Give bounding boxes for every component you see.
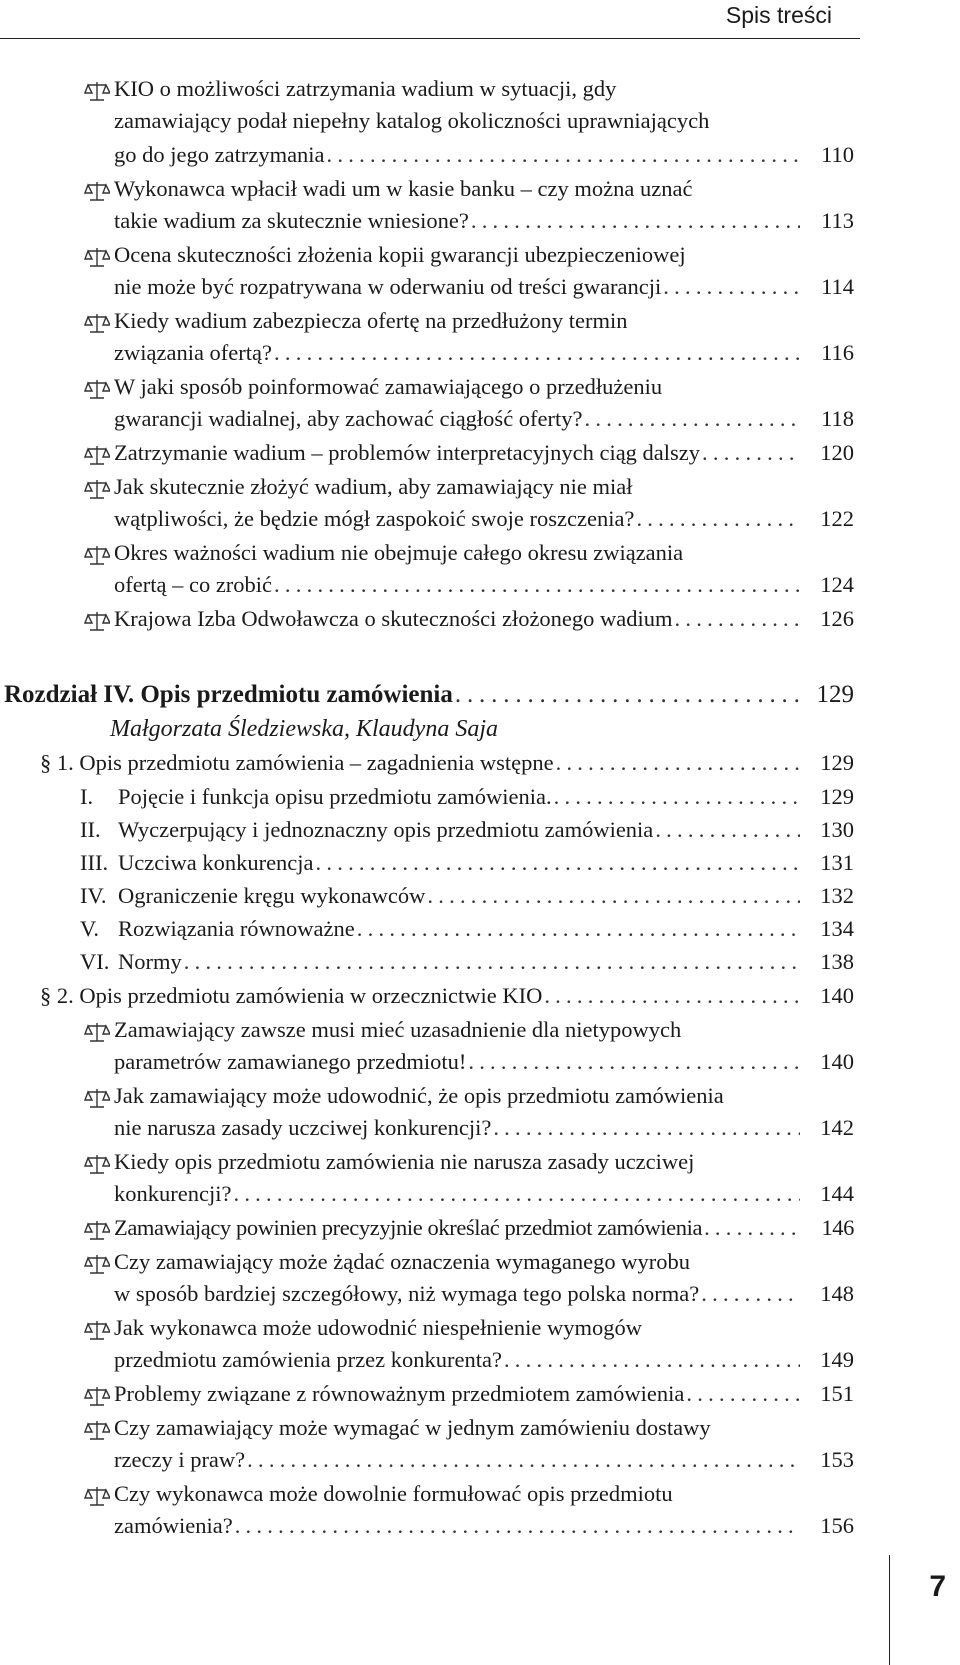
dot-leader <box>357 912 800 946</box>
page-ref: 140 <box>820 983 854 1008</box>
page-ref: 132 <box>820 883 854 908</box>
toc-entry[interactable]: ofertą – co zrobić . . . 124 <box>114 568 854 602</box>
dot-leader <box>701 1277 800 1311</box>
page-ref: 129 <box>820 750 854 775</box>
subsection-entry[interactable]: II. Wyczerpujący i jednoznaczny opis przedmiotu zamówienia . . . 130 <box>80 813 854 847</box>
toc-entry-line: Okres ważności wadium nie obejmuje całego okresu związania <box>114 540 684 565</box>
scales-of-justice-icon <box>84 478 110 500</box>
scales-of-justice-icon <box>84 544 110 566</box>
toc-entry[interactable]: związania ofertą? . . . 116 <box>114 336 854 370</box>
page-ref: 130 <box>820 817 854 842</box>
page-ref: 122 <box>820 506 854 531</box>
page-number: 7 <box>929 1570 946 1603</box>
page-ref: 140 <box>820 1049 854 1074</box>
toc-entry-line: W jaki sposób poinformować zamawiającego o przedłużeniu <box>114 374 663 399</box>
section-heading[interactable]: § 1. Opis przedmiotu zamówienia – zagadnienia wstępne . . . 129 <box>40 746 854 780</box>
toc-entry[interactable]: Zatrzymanie wadium – problemów interpretacyjnych ciąg dalszy . . . 120 <box>114 436 854 470</box>
dot-leader <box>493 1111 800 1145</box>
toc-entry[interactable]: rzeczy i praw? . . . 153 <box>114 1443 854 1477</box>
toc-entry-line: Jak skutecznie złożyć wadium, aby zamawiający nie miał <box>114 474 633 499</box>
page-ref: 126 <box>820 606 854 631</box>
dot-leader <box>184 945 800 979</box>
dot-leader <box>455 678 800 712</box>
scales-of-justice-icon <box>84 1419 110 1441</box>
page-ref: 116 <box>821 340 854 365</box>
scales-of-justice-icon <box>84 1485 110 1507</box>
dot-leader <box>655 813 800 847</box>
scales-of-justice-icon <box>84 1087 110 1109</box>
page-ref: 124 <box>820 572 854 597</box>
subsection-entry[interactable]: I. Pojęcie i funkcja opisu przedmiotu zamówienia. . . . 129 <box>80 780 854 814</box>
toc-entry[interactable]: nie może być rozpatrywana w oderwaniu od treści gwarancji . . . 114 <box>114 270 854 304</box>
dot-leader <box>544 979 800 1013</box>
dot-leader <box>702 436 800 470</box>
dot-leader <box>471 204 800 238</box>
toc-entry[interactable]: takie wadium za skutecznie wniesione? . . . 113 <box>114 204 854 238</box>
dot-leader <box>468 1045 800 1079</box>
section-heading[interactable]: § 2. Opis przedmiotu zamówienia w orzecznictwie KIO . . . 140 <box>40 979 854 1013</box>
page-ref: 144 <box>820 1181 854 1206</box>
page-ref: 153 <box>820 1447 854 1472</box>
toc-entry[interactable]: konkurencji? . . . 144 <box>114 1177 854 1211</box>
toc-entry[interactable]: zamówienia? . . . 156 <box>114 1509 854 1543</box>
subsection-entry[interactable]: V. Rozwiązania równoważne . . . 134 <box>80 912 854 946</box>
dot-leader <box>327 138 800 172</box>
dot-leader <box>554 780 800 814</box>
toc-entry-line: Jak wykonawca może udowodnić niespełnienie wymogów <box>114 1315 642 1340</box>
scales-of-justice-icon <box>84 444 110 466</box>
toc-entry[interactable]: nie narusza zasady uczciwej konkurencji? . . . 142 <box>114 1111 854 1145</box>
toc-entry[interactable]: parametrów zamawianego przedmiotu! . . . 140 <box>114 1045 854 1079</box>
page-ref: 120 <box>820 440 854 465</box>
toc-entry-line: Wykonawca wpłacił wadi um w kasie banku – czy można uznać <box>114 176 693 201</box>
scales-of-justice-icon <box>84 378 110 400</box>
dot-leader <box>427 879 800 913</box>
scales-of-justice-icon <box>84 610 110 632</box>
dot-leader <box>274 336 800 370</box>
dot-leader <box>316 846 800 880</box>
page-ref: 156 <box>820 1513 854 1538</box>
scales-of-justice-icon <box>84 246 110 268</box>
scales-of-justice-icon <box>84 1153 110 1175</box>
scales-of-justice-icon <box>84 1385 110 1407</box>
toc-entry-line: KIO o możliwości zatrzymania wadium w sytuacji, gdy <box>114 76 617 101</box>
dot-leader <box>247 1443 800 1477</box>
scales-of-justice-icon <box>84 1219 110 1241</box>
page-ref: 148 <box>820 1281 854 1306</box>
toc-entry-line: zamawiający podał niepełny katalog okoliczności uprawniających <box>114 108 710 133</box>
dot-leader <box>663 270 800 304</box>
toc-entry[interactable]: Problemy związane z równoważnym przedmiotem zamówienia . . . 151 <box>114 1377 854 1411</box>
toc-entry-line: Czy zamawiający może żądać oznaczenia wymaganego wyrobu <box>114 1249 690 1274</box>
toc-entry-line: Kiedy opis przedmiotu zamówienia nie narusza zasady uczciwej <box>114 1149 695 1174</box>
scales-of-justice-icon <box>84 1253 110 1275</box>
page-ref: 142 <box>820 1115 854 1140</box>
page-ref: 149 <box>820 1347 854 1372</box>
dot-leader <box>686 1377 800 1411</box>
subsection-entry[interactable]: VI. Normy . . . 138 <box>80 945 854 979</box>
scales-of-justice-icon <box>84 312 110 334</box>
scales-of-justice-icon <box>84 180 110 202</box>
header-title: Spis treści <box>725 2 832 28</box>
scales-of-justice-icon <box>84 80 110 102</box>
toc-entry-line: Ocena skuteczności złożenia kopii gwarancji ubezpieczeniowej <box>114 242 686 267</box>
chapter-authors: Małgorzata Śledziewska, Klaudyna Saja <box>110 716 498 742</box>
dot-leader <box>233 1177 800 1211</box>
scales-of-justice-icon <box>84 1319 110 1341</box>
toc-entry-line: Czy wykonawca może dowolnie formułować opis przedmiotu <box>114 1481 673 1506</box>
toc-entry[interactable]: go do jego zatrzymania . . . 110 <box>114 138 854 172</box>
dot-leader <box>556 746 800 780</box>
dot-leader <box>704 1211 800 1245</box>
toc-entry-line: Kiedy wadium zabezpiecza ofertę na przedłużony termin <box>114 308 628 333</box>
toc-entry[interactable]: wątpliwości, że będzie mógł zaspokoić swoje roszczenia? . . . 122 <box>114 502 854 536</box>
page-ref: 146 <box>821 1215 854 1240</box>
page-ref: 129 <box>816 681 854 708</box>
toc-entry-line: Czy zamawiający może wymagać w jednym zamówieniu dostawy <box>114 1415 711 1440</box>
scales-of-justice-icon <box>84 1021 110 1043</box>
page-ref: 113 <box>821 208 854 233</box>
page-ref: 134 <box>820 916 854 941</box>
chapter-heading[interactable]: Rozdział IV. Opis przedmiotu zamówienia . . . 129 <box>4 678 854 712</box>
dot-leader <box>504 1343 800 1377</box>
page-ref: 118 <box>821 406 854 431</box>
page-ref: 129 <box>820 784 854 809</box>
toc-entry[interactable]: przedmiotu zamówienia przez konkurenta? . . . 149 <box>114 1343 854 1377</box>
toc-entry[interactable]: Zamawiający powinien precyzyjnie określać przedmiot zamówienia . . . 146 <box>114 1211 854 1245</box>
page-ref: 110 <box>821 142 854 167</box>
toc-entry-line: Zamawiający zawsze musi mieć uzasadnienie dla nietypowych <box>114 1017 682 1042</box>
page-ref: 151 <box>820 1381 854 1406</box>
dot-leader <box>636 502 800 536</box>
toc-entry-line: Jak zamawiający może udowodnić, że opis przedmiotu zamówienia <box>114 1083 724 1108</box>
page-ref: 114 <box>821 274 854 299</box>
dot-leader <box>675 602 800 636</box>
toc-entry[interactable]: gwarancji wadialnej, aby zachować ciągłość oferty? . . . 118 <box>114 402 854 436</box>
page-ref: 131 <box>820 850 854 875</box>
page-ref: 138 <box>820 949 854 974</box>
toc-entry[interactable]: w sposób bardziej szczegółowy, niż wymaga tego polska norma? . . . 148 <box>114 1277 854 1311</box>
toc-entry[interactable]: Krajowa Izba Odwoławcza o skuteczności złożonego wadium . . . 126 <box>114 602 854 636</box>
subsection-entry[interactable]: IV. Ograniczenie kręgu wykonawców . . . 132 <box>80 879 854 913</box>
dot-leader <box>585 402 800 436</box>
dot-leader <box>274 568 800 602</box>
dot-leader <box>235 1509 800 1543</box>
page-number-rule <box>889 1555 960 1665</box>
subsection-entry[interactable]: III. Uczciwa konkurencja . . . 131 <box>80 846 854 880</box>
